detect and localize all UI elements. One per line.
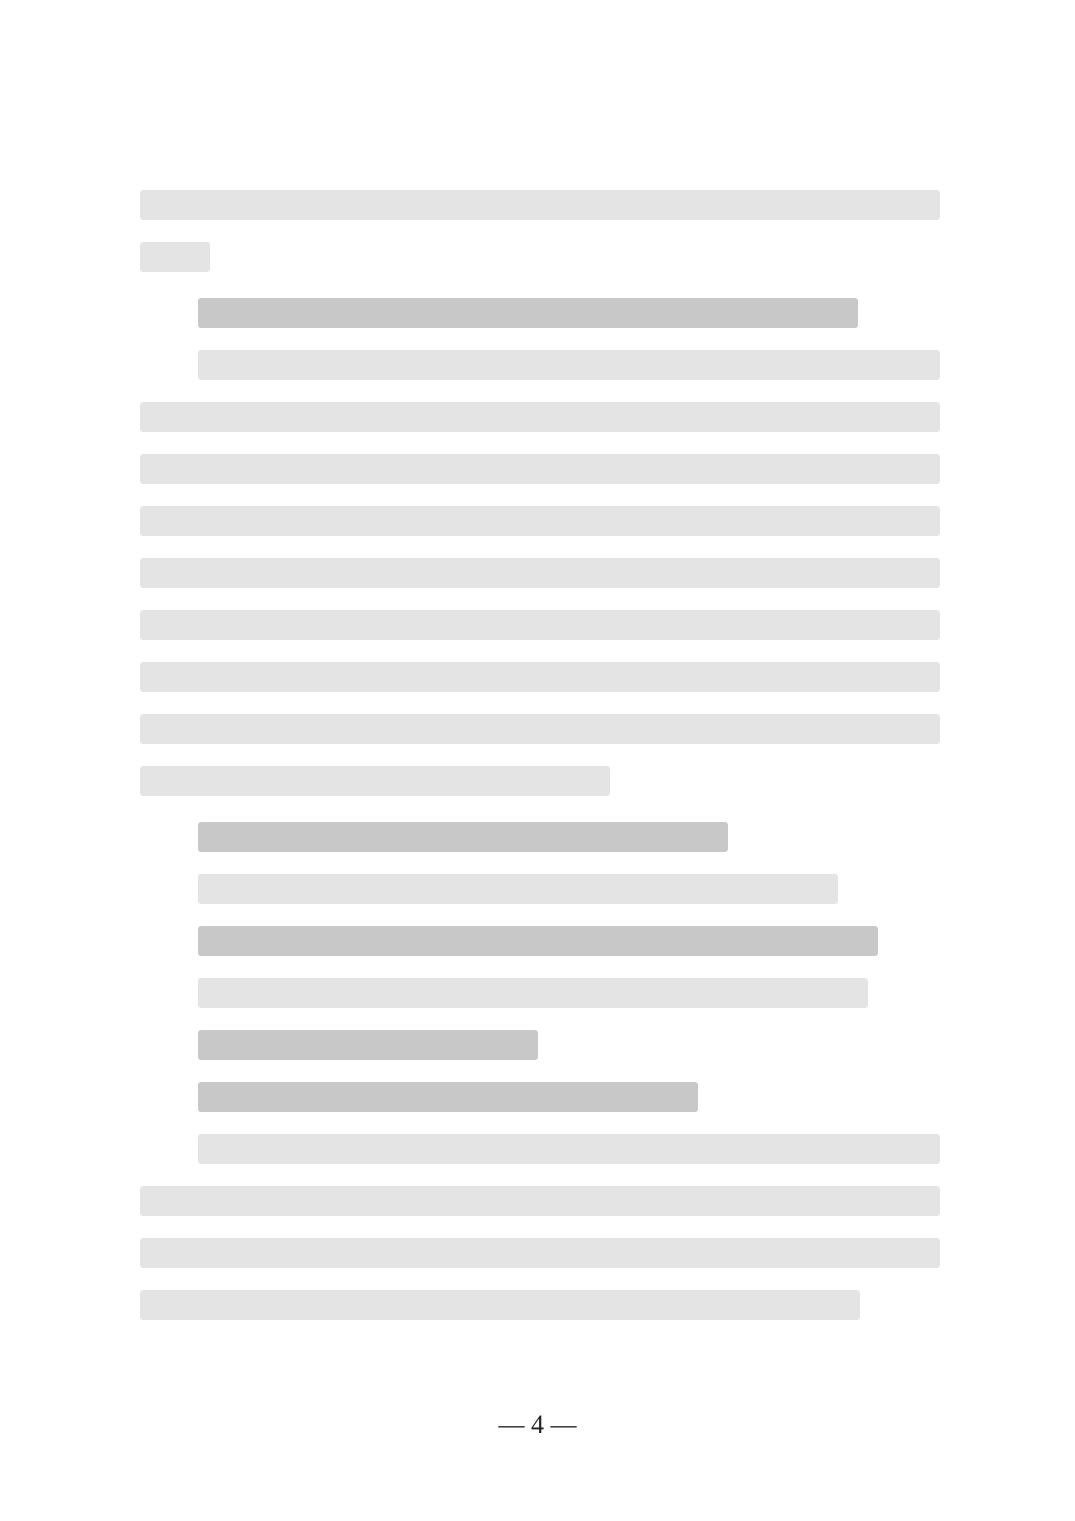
text-line	[140, 558, 940, 588]
section-heading	[198, 1030, 538, 1060]
text-line	[140, 190, 940, 220]
text-line	[198, 1134, 940, 1164]
section-heading	[198, 298, 858, 328]
text-line	[140, 242, 210, 272]
text-line	[140, 610, 940, 640]
section-heading	[198, 926, 878, 956]
text-line	[140, 662, 940, 692]
section-heading	[198, 1082, 698, 1112]
text-line	[140, 1238, 940, 1268]
text-line	[140, 454, 940, 484]
text-line	[140, 1186, 940, 1216]
text-line	[198, 874, 838, 904]
text-line	[140, 714, 940, 744]
paragraph-3	[140, 1134, 940, 1320]
text-line	[140, 766, 610, 796]
paragraph-1	[140, 190, 940, 272]
paragraph-2	[140, 350, 940, 796]
text-line	[198, 978, 868, 1008]
section-heading	[198, 822, 728, 852]
text-line	[140, 1290, 860, 1320]
page-number: — 4 —	[498, 1410, 577, 1439]
document-page	[140, 190, 940, 1346]
text-line	[140, 402, 940, 432]
text-line	[140, 506, 940, 536]
text-line	[198, 350, 940, 380]
